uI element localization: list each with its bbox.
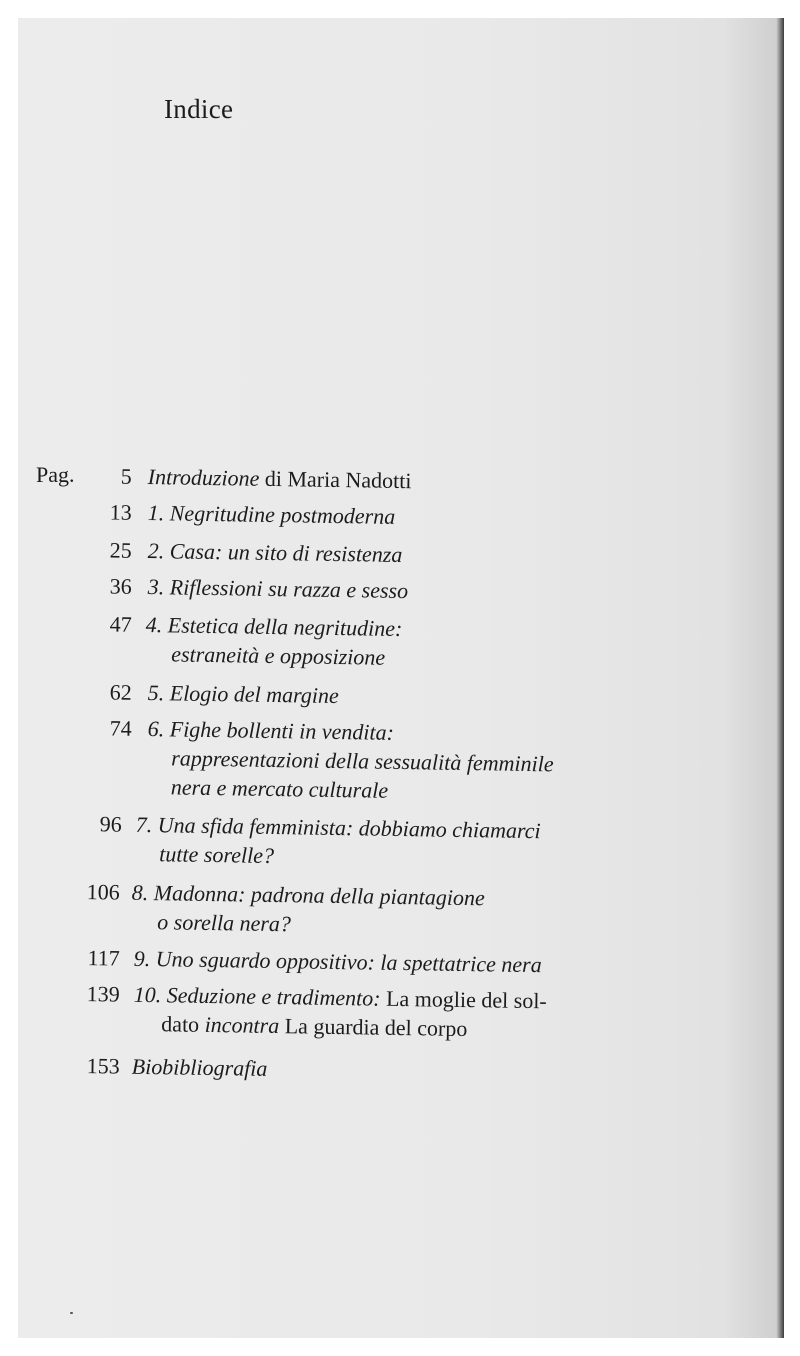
toc-page-number: 106 [86,879,120,905]
toc-title: 5. Elogio del margine [147,680,339,709]
toc-title: 9. Uno sguardo oppositivo: la spettatrice nera [133,945,542,978]
toc-title: 3. Riflessioni su razza e sesso [147,574,409,604]
toc-title: 2. Casa: un sito di resistenza [147,538,403,568]
toc-title-continued: estraneità e opposizione [171,641,386,670]
toc-title: 1. Negritudine postmoderna [147,500,396,529]
toc-page-number: 36 [109,573,132,599]
book-page [18,18,784,1338]
toc-page-number: 47 [109,611,132,637]
toc-title: 6. Fighe bollenti in vendita: [147,716,395,745]
toc-page-number: 62 [109,679,132,705]
toc-title-continued: nera e mercato culturale [170,774,389,803]
toc-title-continued: dato incontra La guardia del corpo [161,1011,468,1042]
toc-title: 10. Seduzione e tradimento: La moglie del sol- [133,981,547,1014]
toc-page-number: 74 [109,715,132,741]
toc-page-number: 5 [120,463,132,489]
toc-title-continued: tutte sorelle? [159,841,275,869]
toc-page-number: 139 [86,981,120,1007]
toc-title: 7. Una sfida femminista: dobbiamo chiamarci [135,811,541,844]
paper-speck [70,1312,73,1314]
toc-page-number: 13 [109,499,132,525]
toc-title: Introduzione di Maria Nadotti [147,464,412,494]
pag-label: Pag. [36,462,75,487]
toc-title-continued: o sorella nera? [157,909,292,937]
toc-page-number: 96 [99,811,122,837]
toc-title: Biobibliografia [131,1053,268,1081]
toc-page-number: 153 [86,1053,120,1079]
toc-title-continued: rappresentazioni della sessualità femminile [171,745,554,777]
toc-page-number: 117 [87,945,120,971]
table-of-contents [18,18,784,1338]
toc-title: 4. Estetica della negritudine: [145,612,403,642]
toc-title: 8. Madonna: padrona della piantagione [131,879,485,911]
toc-page-number: 25 [109,537,132,563]
page-title: Indice [164,94,234,124]
